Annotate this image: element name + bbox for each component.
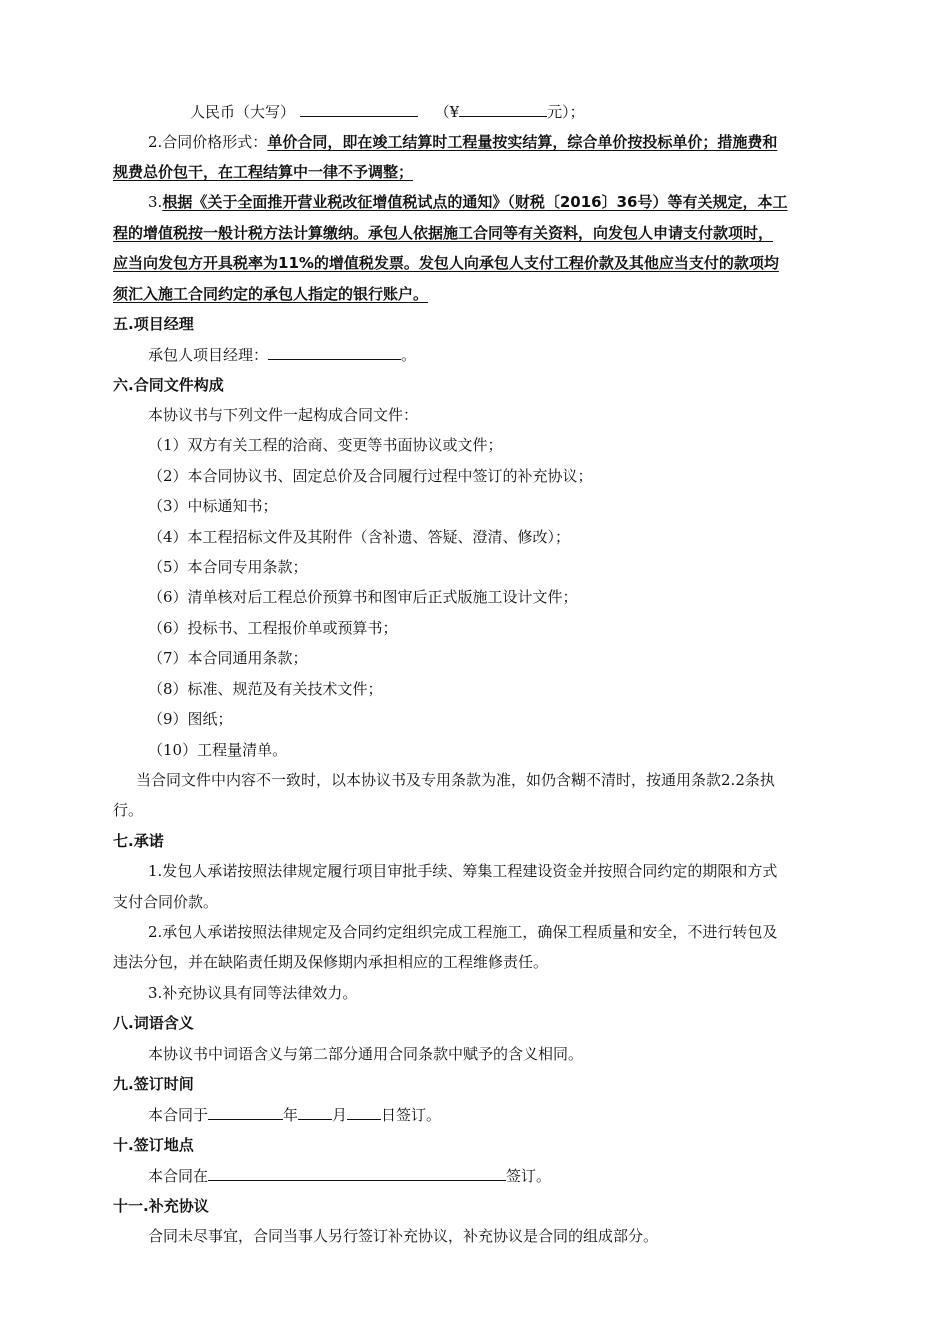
signing-place-label: 本合同在 <box>148 1167 209 1185</box>
document-item: （7）本合同通用条款； <box>148 649 308 667</box>
project-manager-blank[interactable] <box>268 344 401 360</box>
vat-line-3 <box>113 253 779 273</box>
document-item: （1）双方有关工程的洽商、变更等书面协议或文件； <box>148 436 503 454</box>
document-item: （8）标准、规范及有关技术文件； <box>148 680 383 698</box>
document-item: （6）清单核对后工程总价预算书和图审后正式版施工设计文件； <box>148 588 578 606</box>
section-title-supplementary: 十一.补充协议 <box>113 1197 209 1215</box>
day-label: 日签订。 <box>381 1106 442 1124</box>
signing-place-line <box>148 1165 551 1186</box>
document-item: （6）投标书、工程报价单或预算书； <box>148 619 398 637</box>
rmb-label: 人民币（大写） <box>190 103 296 121</box>
month-blank[interactable] <box>298 1104 332 1120</box>
signing-place-end: 签订。 <box>506 1167 552 1185</box>
rmb-number-blank[interactable] <box>459 101 547 117</box>
price-form-line-2 <box>113 162 413 182</box>
signing-date-label: 本合同于 <box>148 1106 209 1124</box>
document-item: （2）本合同协议书、固定总价及合同履行过程中签订的补充协议； <box>148 467 593 485</box>
price-form-label: 2.合同价格形式： <box>148 133 268 151</box>
document-item: （3）中标通知书； <box>148 497 278 515</box>
section-title-signing-date: 九.签订时间 <box>113 1075 194 1093</box>
document-item: （5）本合同专用条款； <box>148 558 308 576</box>
commitment-1-line-1: 1.发包人承诺按照法律规定履行项目审批手续、筹集工程建设资金并按照合同约定的期限和方式 <box>148 862 778 880</box>
vat-text-4: 须汇入施工合同约定的承包人指定的银行账户。 <box>113 285 429 303</box>
year-blank[interactable] <box>208 1104 283 1120</box>
commitment-2-line-2: 违法分包，并在缺陷责任期及保修期内承担相应的工程维修责任。 <box>113 953 549 971</box>
place-blank[interactable] <box>208 1165 506 1181</box>
document-item: （9）图纸； <box>148 710 233 728</box>
vat-text-3: 应当向发包方开具税率为11%的增值税发票。发包人向承包人支付工程价款及其他应当支付的款项均 <box>113 254 779 272</box>
supplementary-text: 合同未尽事宜，合同当事人另行签订补充协议，补充协议是合同的组成部分。 <box>148 1227 659 1245</box>
project-manager-label: 承包人项目经理： <box>148 346 269 364</box>
price-form-bold-2: 规费总价包干，在工程结算中一律不予调整； <box>113 163 414 181</box>
section-title-contract-documents: 六.合同文件构成 <box>113 376 224 394</box>
commitment-1-line-2: 支付合同价款。 <box>113 893 219 911</box>
commitment-3: 3.补充协议具有同等法律效力。 <box>148 984 358 1002</box>
rmb-words-blank[interactable] <box>300 101 418 117</box>
documents-intro: 本协议书与下列文件一起构成合同文件： <box>148 406 419 424</box>
commitment-2-line-1: 2.承包人承诺按照法律规定及合同约定组织完成工程施工，确保工程质量和安全，不进行转包及 <box>148 923 778 941</box>
section-title-project-manager: 五.项目经理 <box>113 315 194 333</box>
month-label: 月 <box>332 1106 348 1124</box>
project-manager-line <box>148 344 416 365</box>
year-label: 年 <box>283 1106 299 1124</box>
document-item: （4）本工程招标文件及其附件（含补遗、答疑、澄清、修改）； <box>148 528 571 546</box>
vat-line-4 <box>113 284 428 304</box>
vat-text-1: 根据《关于全面推开营业税改征增值税试点的通知》（财税〔2016〕36号）等有关规定，本工 <box>162 193 788 211</box>
price-form-bold-1: 单价合同，即在竣工结算时工程量按实结算，综合单价按投标单价；措施费和 <box>267 133 778 151</box>
price-form-line-1 <box>148 132 777 152</box>
vat-text-2: 程的增值税按一般计税方法计算缴纳。承包人依据施工合同等有关资料，向发包人申请支付款项时， <box>113 224 774 242</box>
vat-line-1 <box>148 192 787 212</box>
conflict-rule-line-1: 当合同文件中内容不一致时，以本协议书及专用条款为准，如仍含糊不清时，按通用条款2.2条执 <box>136 771 775 789</box>
section-title-signing-place: 十.签订地点 <box>113 1136 194 1154</box>
project-manager-end: 。 <box>401 346 417 364</box>
day-blank[interactable] <box>347 1104 381 1120</box>
section-title-definitions: 八.词语含义 <box>113 1014 194 1032</box>
vat-line-2 <box>113 223 773 243</box>
conflict-rule-line-2: 行。 <box>113 801 144 819</box>
signing-date-line <box>148 1104 441 1125</box>
rmb-yen-label: （¥ <box>434 103 460 121</box>
vat-number: 3. <box>148 193 163 211</box>
section-title-commitments: 七.承诺 <box>113 832 164 850</box>
definitions-text: 本协议书中词语含义与第二部分通用合同条款中赋予的含义相同。 <box>148 1045 584 1063</box>
document-item: （10）工程量清单。 <box>148 741 288 759</box>
rmb-amount-line <box>190 101 585 122</box>
rmb-yuan-label: 元）； <box>547 103 585 121</box>
